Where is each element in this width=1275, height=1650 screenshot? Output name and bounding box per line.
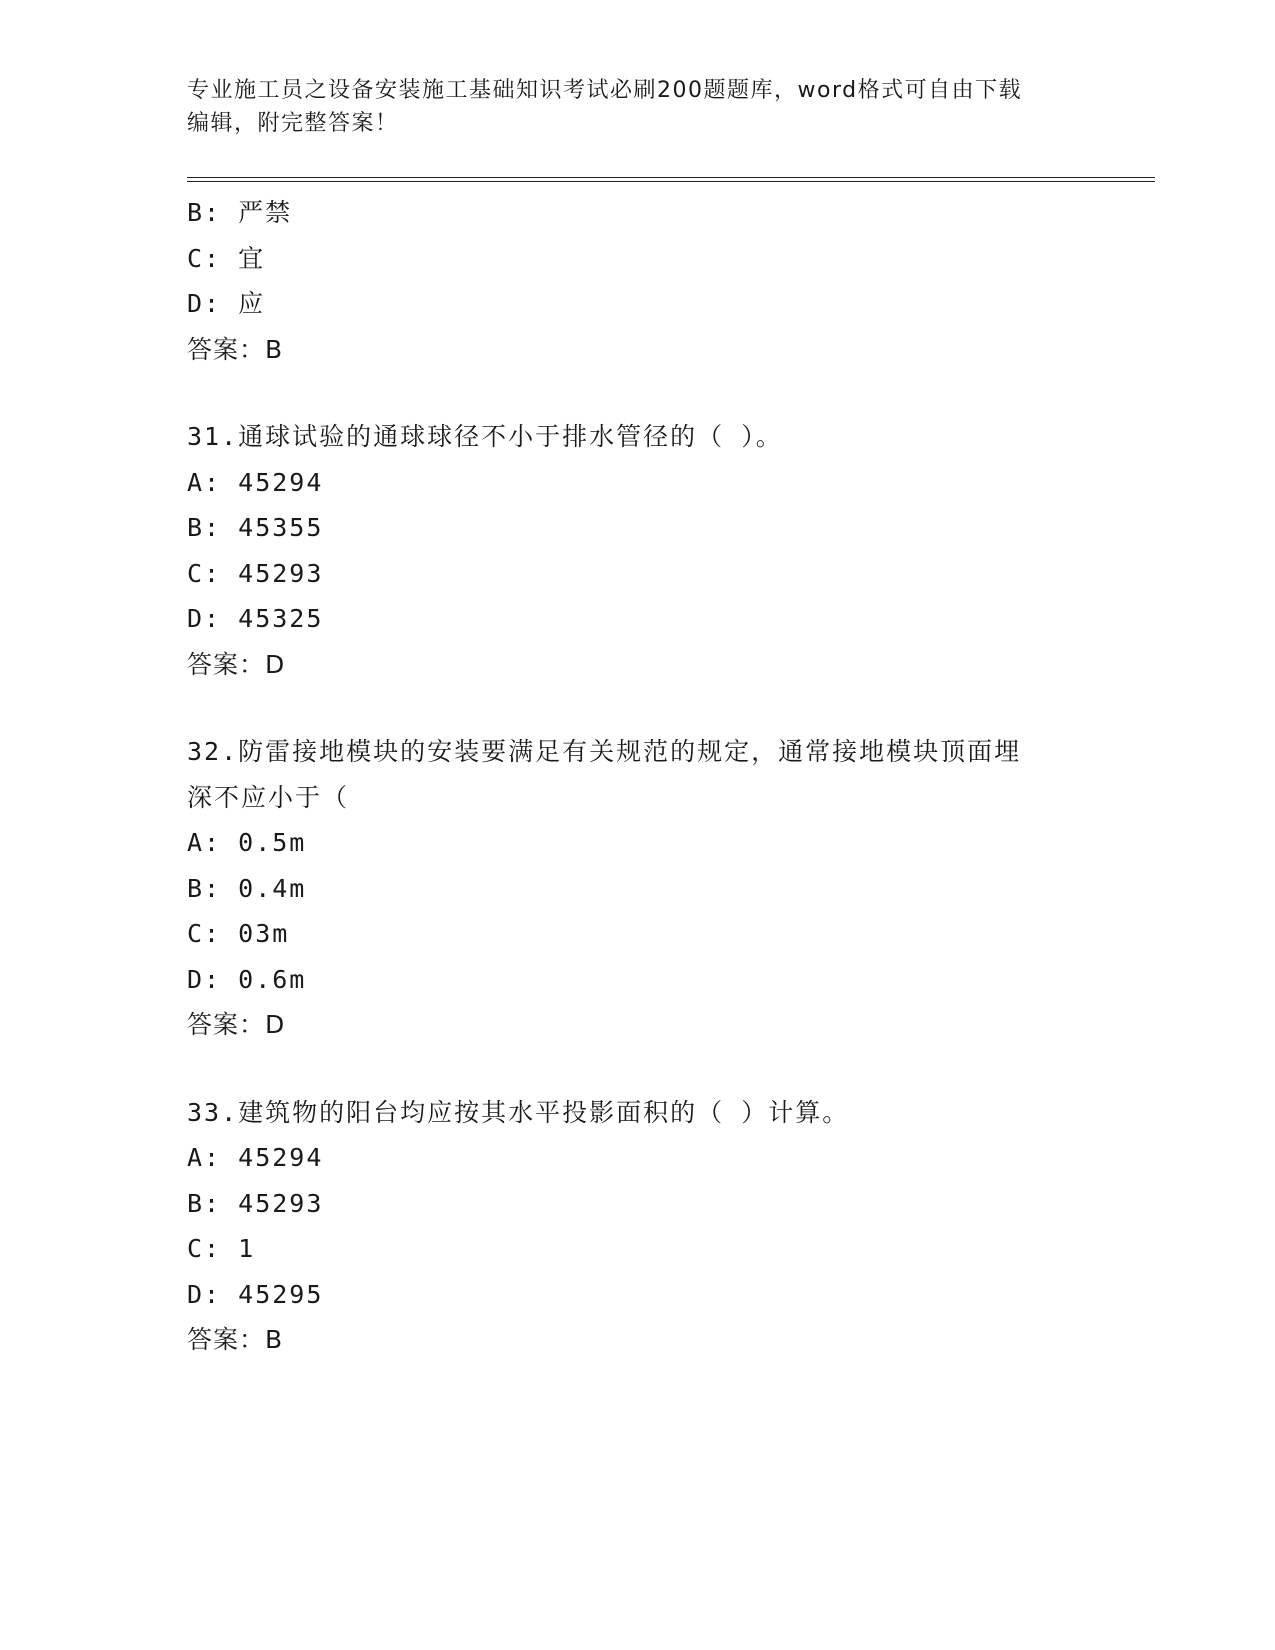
- answer-line: 答案：B: [187, 1325, 284, 1354]
- question-30: [187, 190, 1155, 372]
- question-stem: 31.通球试验的通球球径不小于排水管径的（ ）。: [187, 422, 783, 451]
- question-stem-line1: 32.防雷接地模块的安装要满足有关规范的规定，通常接地模块顶面埋: [187, 737, 1022, 766]
- option-a: A: 45294: [187, 1143, 324, 1172]
- question-stem-line2: 深不应小于（: [187, 782, 350, 812]
- option-a: A: 0.5m: [187, 828, 307, 857]
- spacer: [187, 1048, 1155, 1090]
- spacer: [187, 687, 1155, 729]
- option-b: B: 0.4m: [187, 873, 307, 903]
- answer-line: 答案：B: [187, 334, 284, 364]
- answer-line: 答案：D: [187, 649, 286, 679]
- option-b: B: 严禁: [187, 198, 293, 227]
- header-title-line1: 专业施工员之设备安装施工基础知识考试必刷200题题库，word格式可自由下载: [187, 78, 1023, 103]
- option-c: C: 03m: [187, 919, 290, 948]
- question-31: [187, 414, 1155, 687]
- spacer: [187, 372, 1155, 414]
- question-stem: 33.建筑物的阳台均应按其水平投影面积的（ ）计算。: [187, 1097, 850, 1127]
- header-rule-top: [187, 177, 1155, 178]
- header-title-line2: 编辑，附完整答案！: [187, 111, 399, 136]
- option-d: D: 45325: [187, 604, 324, 633]
- option-c: C: 1: [187, 1234, 256, 1263]
- question-32: [187, 729, 1155, 1048]
- option-d: D: 45295: [187, 1279, 324, 1309]
- answer-line: 答案：D: [187, 1010, 286, 1039]
- option-a: A: 45294: [187, 467, 324, 497]
- option-d: D: 应: [187, 289, 266, 318]
- question-33: [187, 1090, 1155, 1363]
- document-header: [187, 74, 1087, 140]
- option-b: B: 45355: [187, 513, 324, 542]
- option-d: D: 0.6m: [187, 964, 307, 994]
- header-rule-bottom: [187, 181, 1155, 182]
- option-c: C: 45293: [187, 558, 324, 588]
- question-list: [187, 190, 1155, 1363]
- option-c: C: 宜: [187, 243, 266, 273]
- option-b: B: 45293: [187, 1188, 324, 1218]
